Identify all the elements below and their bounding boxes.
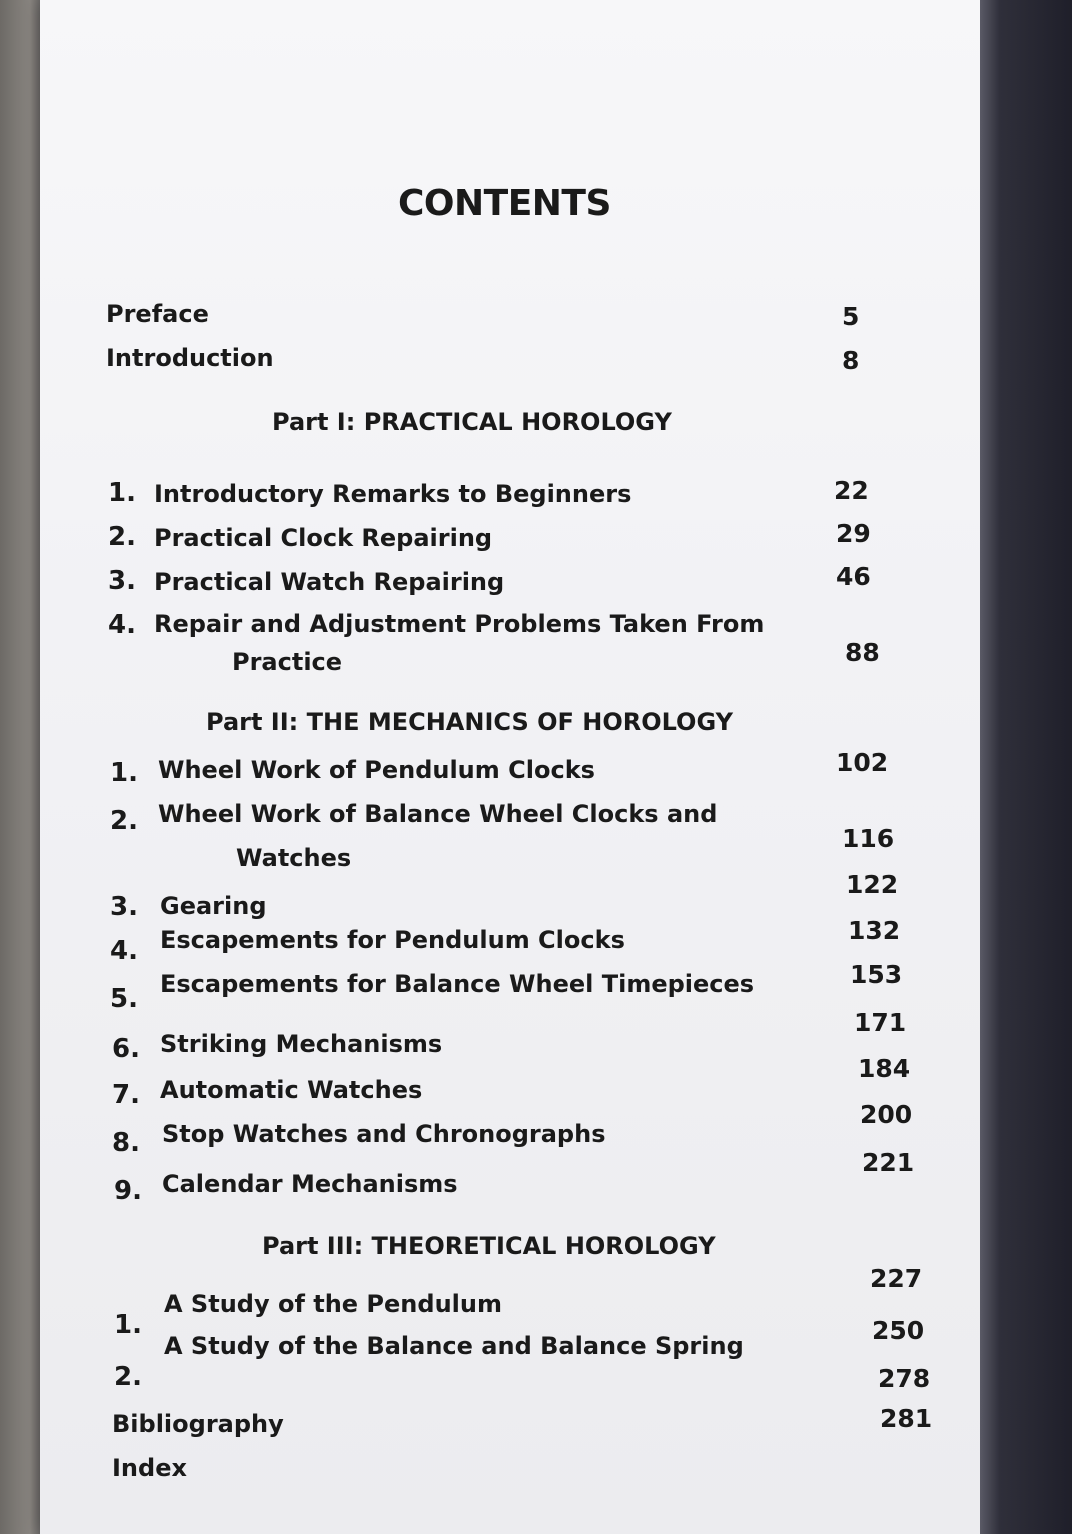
toc-entry-preface-label: Preface [106,300,209,328]
toc-entry-introduction-label: Introduction [106,344,274,372]
part-2-item-1-page: 102 [836,748,889,777]
part-3-item-2-label: A Study of the Balance and Balance Spring [164,1332,744,1360]
part-3-item-1-num: 1. [114,1310,142,1340]
part-3-item-1-page: 227 [870,1264,923,1293]
part-1-item-2-num: 2. [108,522,136,552]
part-2-item-1-num: 1. [110,758,138,788]
part-1-item-1-label: Introductory Remarks to Beginners [154,480,632,508]
part-2-item-7-num: 7. [112,1080,140,1110]
part-2-heading: Part II: THE MECHANICS OF HOROLOGY [206,708,734,736]
part-3-item-1-label: A Study of the Pendulum [164,1290,502,1318]
part-1-item-2-page: 29 [836,519,871,548]
part-2-item-8-label: Stop Watches and Chronographs [162,1120,606,1148]
part-2-item-1-label: Wheel Work of Pendulum Clocks [158,756,595,784]
part-3-item-2-page: 250 [872,1316,925,1345]
part-2-item-5-num: 5. [110,984,138,1014]
part-2-item-6-page: 171 [854,1008,907,1037]
part-2-item-4-label: Escapements for Pendulum Clocks [160,926,625,954]
part-2-item-7-label: Automatic Watches [160,1076,423,1104]
part-1-item-1-num: 1. [108,478,136,508]
contents-title: CONTENTS [398,183,611,224]
part-2-item-7-page: 184 [858,1054,911,1083]
part-2-item-9-label: Calendar Mechanisms [162,1170,458,1198]
part-2-item-2-page: 116 [842,824,895,853]
part-2-item-5-label: Escapements for Balance Wheel Timepieces [160,970,755,998]
part-2-item-9-page: 221 [862,1148,915,1177]
part-1-heading: Part I: PRACTICAL HOROLOGY [272,408,672,436]
toc-entry-bibliography-label: Bibliography [112,1410,284,1438]
part-3-item-2-num: 2. [114,1362,142,1392]
part-1-item-3-num: 3. [108,566,136,596]
part-3-heading: Part III: THEORETICAL HOROLOGY [262,1232,716,1260]
toc-entry-preface-page: 5 [842,302,860,331]
part-2-item-4-num: 4. [110,936,138,966]
part-1-item-4-label: Repair and Adjustment Problems Taken From [154,610,765,638]
part-2-item-6-num: 6. [112,1034,140,1064]
part-2-item-3-page: 122 [846,870,899,899]
part-2-item-8-num: 8. [112,1128,140,1158]
part-1-item-3-page: 46 [836,562,871,591]
part-2-item-9-num: 9. [114,1176,142,1206]
part-2-item-3-num: 3. [110,892,138,922]
part-2-item-6-label: Striking Mechanisms [160,1030,443,1058]
toc-entry-introduction-page: 8 [842,346,860,375]
part-1-item-4-label-cont: Practice [232,648,343,676]
part-2-item-4-page: 132 [848,916,901,945]
toc-entry-index-label: Index [112,1454,187,1482]
part-2-item-2-label-cont: Watches [236,844,352,872]
toc-entry-index-page: 281 [880,1404,933,1433]
part-2-item-2-num: 2. [110,806,138,836]
part-2-item-8-page: 200 [860,1100,913,1129]
part-1-item-2-label: Practical Clock Repairing [154,524,493,552]
part-1-item-4-page: 88 [845,638,880,667]
toc-entry-bibliography-page: 278 [878,1364,931,1393]
part-1-item-3-label: Practical Watch Repairing [154,568,505,596]
part-1-item-1-page: 22 [834,476,869,505]
part-2-item-3-label: Gearing [160,892,267,920]
part-2-item-5-page: 153 [850,960,903,989]
part-2-item-2-label: Wheel Work of Balance Wheel Clocks and [158,800,718,828]
part-1-item-4-num: 4. [108,610,136,640]
